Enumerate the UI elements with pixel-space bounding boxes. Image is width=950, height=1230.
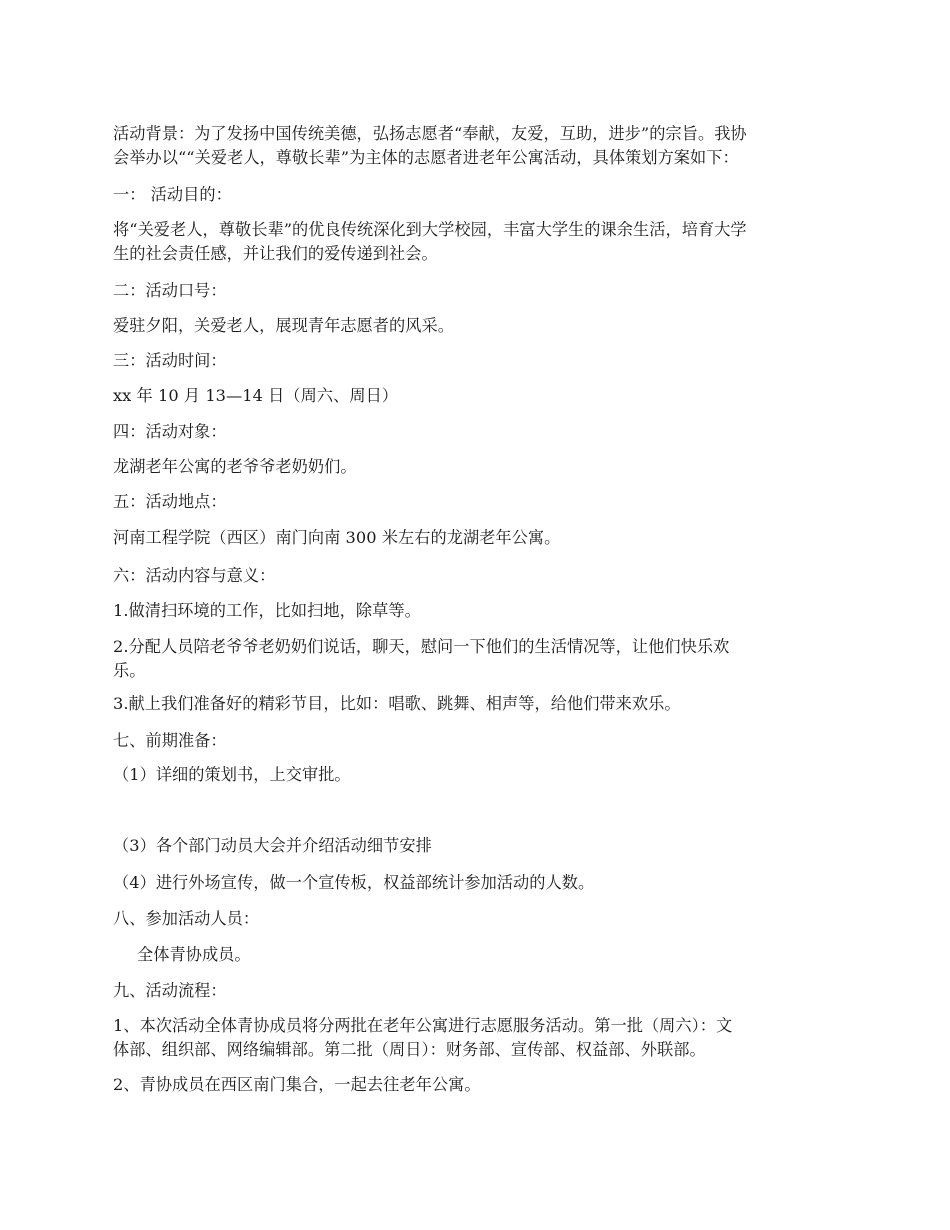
section-heading-3: 三：活动时间：	[113, 351, 227, 370]
section-heading-1: 一： 活动目的：	[113, 185, 232, 204]
target-text: 龙湖老年公寓的老爷爷老奶奶们。	[113, 457, 357, 476]
background-line-1: 活动背景：为了发扬中国传统美德，弘扬志愿者“奉献，友爱，互助，进步”的宗旨。我协	[113, 124, 747, 143]
process-item-2: 2、青协成员在西区南门集合，一起去往老年公寓。	[113, 1075, 481, 1094]
process-item-1-line-1: 1、本次活动全体青协成员将分两批在老年公寓进行志愿服务活动。第一批（周六）：文	[113, 1016, 733, 1035]
process-item-1-line-2: 体部、组织部、网络编辑部。第二批（周日）：财务部、宣传部、权益部、外联部。	[113, 1040, 706, 1059]
content-item-2-line-1: 2.分配人员陪老爷爷老奶奶们说话，聊天，慰问一下他们的生活情况等，让他们快乐欢	[113, 637, 730, 656]
section-heading-8: 八、参加活动人员：	[113, 909, 260, 928]
prep-item-4: （4）进行外场宣传，做一个宣传板，权益部统计参加活动的人数。	[113, 873, 595, 892]
section-heading-2: 二：活动口号：	[113, 281, 227, 300]
section-heading-4: 四：活动对象：	[113, 422, 227, 441]
purpose-line-1: 将“关爱老人，尊敬长辈”的优良传统深化到大学校园，丰富大学生的课余生活，培育大学	[113, 220, 747, 239]
section-heading-7: 七、前期准备：	[113, 731, 227, 750]
content-item-2-line-2: 乐。	[113, 661, 146, 680]
section-heading-6: 六：活动内容与意义：	[113, 566, 276, 585]
content-item-1: 1.做清扫环境的工作，比如扫地，除草等。	[113, 601, 421, 620]
participants-text: 全体青协成员。	[137, 945, 251, 964]
time-text: xx 年 10 月 13—14 日（周六、周日）	[113, 386, 399, 405]
prep-item-3: （3）各个部门动员大会并介绍活动细节安排	[113, 836, 432, 855]
slogan-text: 爱驻夕阳，关爱老人，展现青年志愿者的风采。	[113, 316, 454, 335]
section-heading-9: 九、活动流程：	[113, 981, 227, 1000]
purpose-line-2: 生的社会责任感，并让我们的爱传递到社会。	[113, 244, 438, 263]
background-line-2: 会举办以““关爱老人，尊敬长辈”为主体的志愿者进老年公寓活动，具体策划方案如下：	[113, 148, 739, 167]
content-item-3: 3.献上我们准备好的精彩节目，比如：唱歌、跳舞、相声等，给他们带来欢乐。	[113, 694, 681, 713]
section-heading-5: 五：活动地点：	[113, 492, 227, 511]
location-text: 河南工程学院（西区）南门向南 300 米左右的龙湖老年公寓。	[113, 528, 561, 547]
prep-item-1: （1）详细的策划书，上交审批。	[113, 765, 351, 784]
